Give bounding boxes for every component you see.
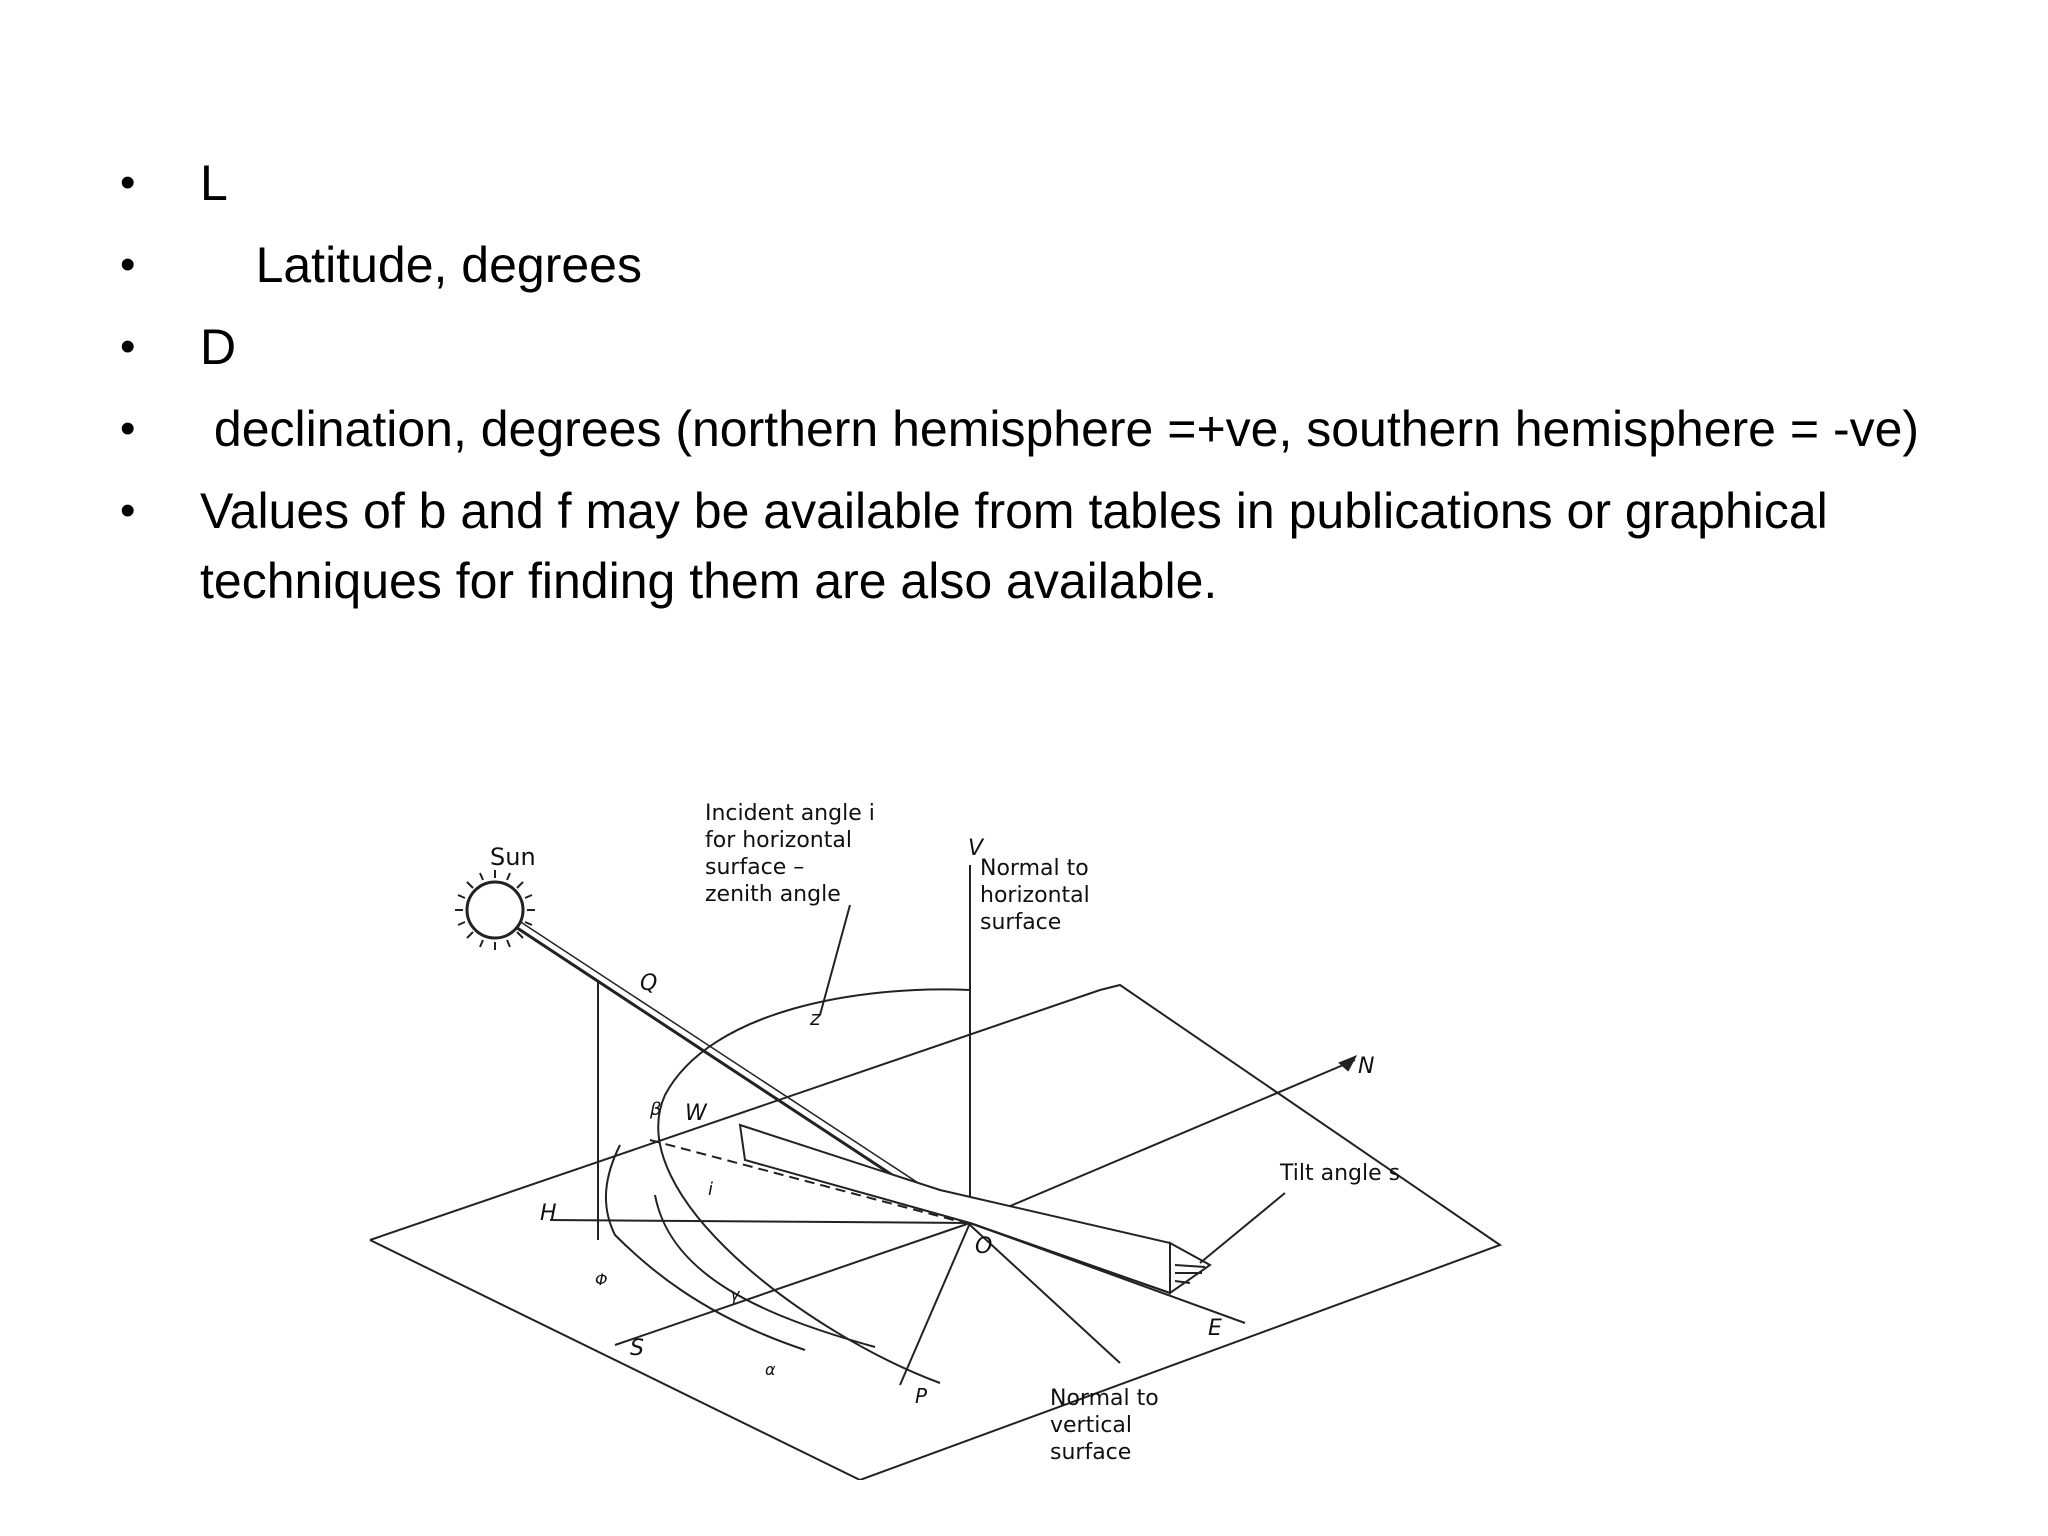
tilt-triangle	[1170, 1243, 1210, 1293]
normal-vertical-label-line-2: vertical	[1050, 1413, 1133, 1438]
bullet-item	[120, 394, 1960, 464]
bullet-text: declination, degrees (northern hemisphere =+ve, southern hemisphere = -ve)	[200, 401, 1920, 457]
point-P: P	[915, 1384, 928, 1408]
normal-horizontal-label-line-2: horizontal	[980, 883, 1090, 908]
angle-gamma: γ	[730, 1285, 740, 1304]
sun-disk	[467, 882, 523, 938]
line-N	[970, 1060, 1355, 1223]
bullet-dot: •	[120, 404, 136, 453]
angle-i: i	[708, 1179, 714, 1200]
bullet-item	[120, 312, 1960, 382]
incident-label-line-4: zenith angle	[705, 882, 841, 907]
angle-beta: β	[650, 1099, 662, 1120]
point-N: N	[1358, 1054, 1375, 1079]
north-arrow	[1340, 1057, 1355, 1070]
angle-phi: Φ	[595, 1270, 608, 1289]
bullet-text: Latitude, degrees	[200, 237, 642, 293]
incident-label-line-1: Incident angle i	[705, 801, 875, 826]
tilted-surface	[740, 1125, 1170, 1293]
bullet-dot: •	[120, 322, 136, 371]
bullet-text: D	[200, 319, 237, 375]
ground-plane	[370, 985, 1500, 1480]
line-H	[550, 1220, 970, 1223]
solar-angle-diagram	[340, 795, 1620, 1480]
angle-alpha: α	[765, 1360, 776, 1379]
normal-horizontal-label-line-3: surface	[980, 910, 1062, 935]
line-P	[900, 1223, 970, 1385]
point-W: W	[685, 1101, 707, 1126]
inner-arc-1	[655, 1195, 875, 1347]
inner-arc-2	[606, 1145, 805, 1350]
line-S	[615, 1223, 970, 1345]
bullet-dot: •	[120, 240, 136, 289]
bullet-text: Values of b and f may be available from tables in publications or graphical techniques for finding them are also available.	[200, 483, 1828, 609]
point-V: V	[968, 836, 984, 861]
bullet-item	[120, 476, 1960, 616]
normal-horizontal-label-line-1: Normal to	[980, 856, 1089, 881]
bullet-text: L	[200, 155, 228, 211]
point-E: E	[1208, 1316, 1222, 1341]
point-Q: Q	[640, 971, 658, 996]
normal-vertical-label-line-1: Normal to	[1050, 1386, 1159, 1411]
point-z: z	[810, 1006, 821, 1030]
point-S: S	[630, 1336, 644, 1361]
tilt-pointer	[1200, 1193, 1285, 1263]
incident-label-line-3: surface –	[705, 855, 805, 880]
point-H: H	[540, 1201, 557, 1226]
sun-label: Sun	[490, 843, 536, 871]
bullet-item	[120, 148, 1960, 218]
point-O: O	[975, 1234, 993, 1259]
normal-vertical-label-line-3: surface	[1050, 1440, 1132, 1465]
bullet-dot: •	[120, 158, 136, 207]
bullet-item	[120, 230, 1960, 300]
incident-label-line-2: for horizontal	[705, 828, 852, 853]
tilt-angle-label: Tilt angle s	[1280, 1161, 1401, 1186]
bullet-dot: •	[120, 486, 136, 535]
bullet-list	[120, 148, 1960, 628]
